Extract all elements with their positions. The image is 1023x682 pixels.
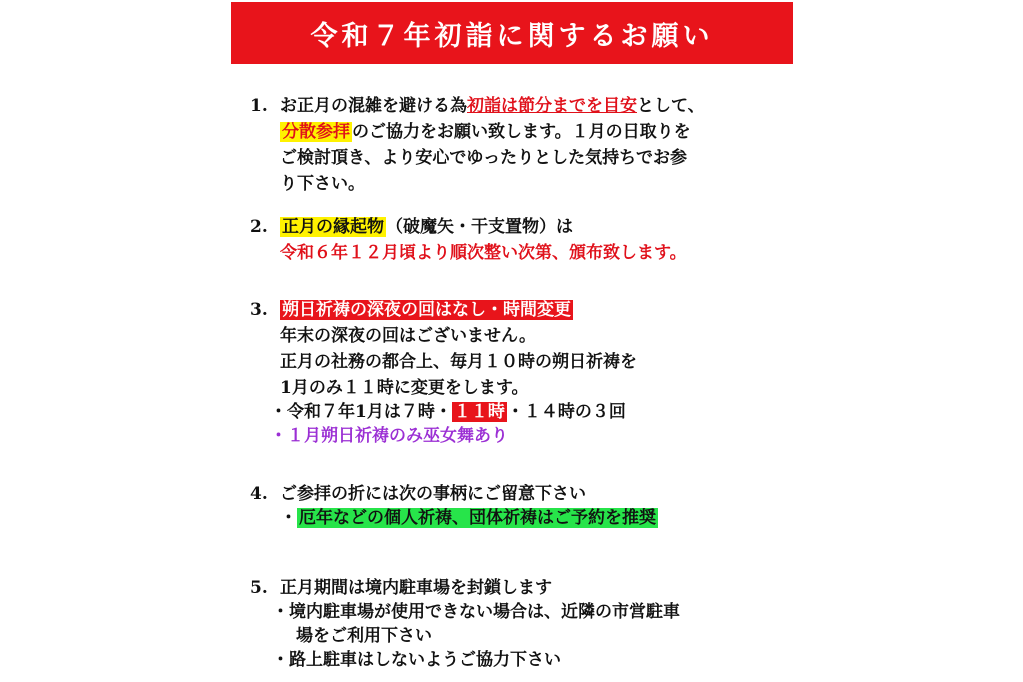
item-5-number: 5. bbox=[250, 578, 268, 598]
item-3-time-highlight: １１時 bbox=[453, 402, 505, 422]
item-1-line-3: ご検討頂き、より安心でゆったりとした気持ちでお参 bbox=[280, 148, 687, 168]
item-5-bullet-1-cont: 場をご利用下さい bbox=[296, 626, 432, 646]
item-3-bullet-2: ・１月朔日祈祷のみ巫女舞あり bbox=[270, 426, 508, 446]
item-5-text: 正月期間は境内駐車場を封鎖します bbox=[280, 578, 552, 598]
item-1-line-2 bbox=[280, 120, 691, 144]
item-1-number: 1. bbox=[250, 96, 268, 116]
page-title: 令和７年初詣に関するお願い bbox=[310, 20, 714, 52]
item-1-line-1 bbox=[250, 94, 705, 118]
item-3-line-4: 1月のみ１１時に変更をします。 bbox=[280, 378, 529, 398]
item-3-line-2: 年末の深夜の回はございません。 bbox=[280, 326, 537, 346]
item-1-emphasis: 初詣は bbox=[467, 96, 518, 116]
item-5-bullet-1: ・境内駐車場が使用できない場合は、近隣の市営駐車 bbox=[272, 602, 680, 622]
item-2-text: （破魔矢・干支置物）は bbox=[386, 217, 573, 237]
item-1-emphasis-underlined: 節分までを目安 bbox=[518, 96, 637, 116]
item-3-number: 3. bbox=[250, 300, 268, 320]
item-4-text: ご参拝の折には次の事柄にご留意下さい bbox=[280, 484, 586, 504]
title-banner bbox=[231, 2, 793, 64]
item-1-text: お正月の混雑を避ける為 bbox=[280, 96, 467, 116]
item-1-highlight: 分散参拝 bbox=[282, 122, 350, 142]
item-2-line-1 bbox=[250, 215, 573, 239]
item-1-text-end: として、 bbox=[637, 96, 705, 116]
item-5-line-1 bbox=[250, 576, 552, 600]
item-2-number: 2. bbox=[250, 217, 268, 237]
item-3-line-3: 正月の社務の都合上、毎月１０時の朔日祈祷を bbox=[280, 352, 637, 372]
item-5-bullet-2: ・路上駐車はしないようご協力下さい bbox=[272, 650, 561, 670]
item-4-line-1 bbox=[250, 482, 586, 506]
item-2-line-2: 令和６年１２月頃より順次整い次第、頒布致します。 bbox=[280, 243, 687, 263]
item-3-bullet-1-end: ・１４時の３回 bbox=[506, 402, 626, 422]
item-4-bullet-1 bbox=[280, 506, 658, 530]
item-2-highlight: 正月の縁起物 bbox=[282, 217, 384, 237]
item-3-bullet-1-text: ・令和７年1月は７時・ bbox=[270, 402, 452, 422]
item-3-line-1 bbox=[250, 298, 573, 322]
item-3-bullet-1 bbox=[270, 400, 626, 424]
item-4-bullet-mark: ・ bbox=[280, 508, 297, 528]
item-3-heading-highlight: 朔日祈祷の深夜の回はなし・時間変更 bbox=[282, 300, 571, 320]
item-4-number: 4. bbox=[250, 484, 268, 504]
item-1-line-4: り下さい。 bbox=[280, 174, 365, 194]
item-1-text-2: のご協力をお願い致します。１月の日取りを bbox=[352, 122, 691, 142]
item-4-highlight: 厄年などの個人祈祷、団体祈祷はご予約を推奨 bbox=[299, 508, 656, 528]
